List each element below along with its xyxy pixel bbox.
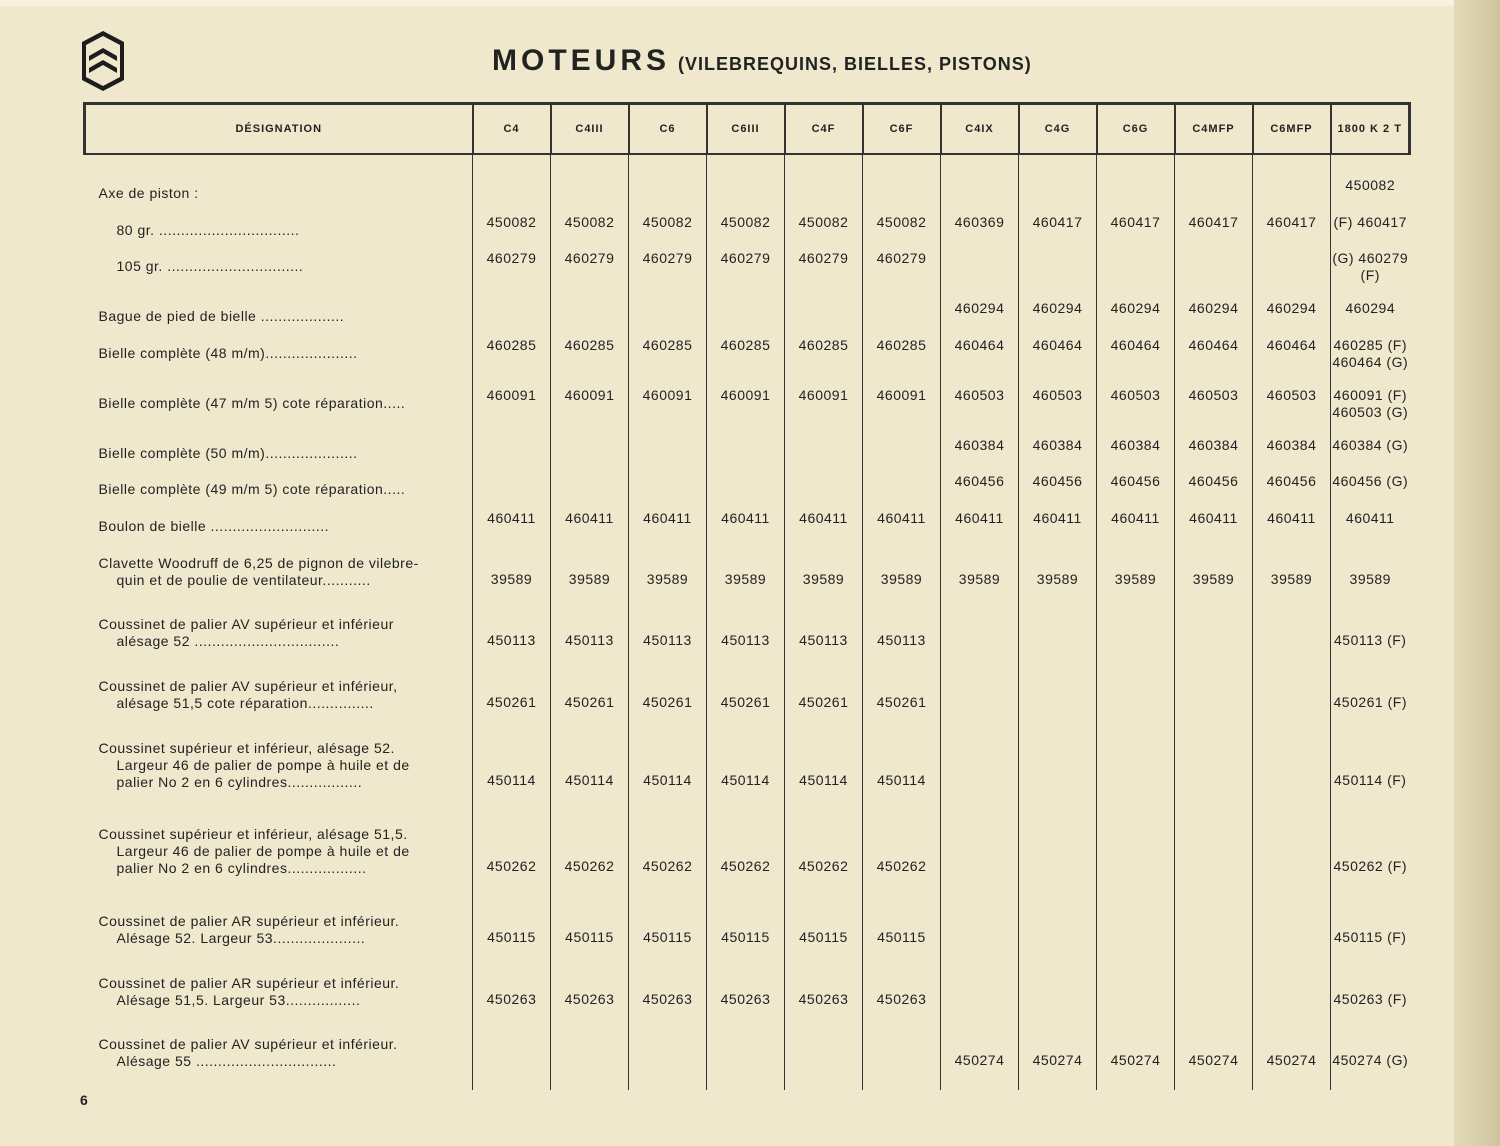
table-row: [85, 608, 1410, 670]
column-header-model: C4MFP: [1175, 104, 1253, 155]
designation-cell: [85, 608, 473, 670]
part-number-cell: [1097, 905, 1175, 967]
designation-cell: [85, 437, 473, 474]
column-header-model: C4G: [1019, 104, 1097, 155]
designation-cell: [85, 337, 473, 387]
part-number-cell: [1019, 608, 1097, 670]
page-number: 6: [80, 1092, 88, 1108]
part-number-cell: 460384: [1097, 437, 1175, 474]
part-number-cell: 450261 (F): [1331, 670, 1410, 732]
column-header-model: C4III: [551, 104, 629, 155]
part-number-cell: 450263: [551, 967, 629, 1029]
part-number-cell: 450082: [785, 214, 863, 251]
part-number-cell: [473, 300, 551, 337]
part-number-cell: 460503: [1175, 387, 1253, 437]
part-number-cell: 460279: [473, 250, 551, 300]
designation-line: alésage 52 .................................: [116, 633, 340, 650]
part-number-cell: [1175, 250, 1253, 300]
designation-line: quin et de poulie de ventilateur...........: [116, 571, 371, 588]
part-number-cell: 460384: [941, 437, 1019, 474]
part-number-cell: 450115: [785, 905, 863, 967]
part-number-cell: 460411: [1097, 510, 1175, 547]
part-number-cell: 460091: [473, 387, 551, 437]
part-number-cell: 460384: [1253, 437, 1331, 474]
part-number-cell: 460285: [785, 337, 863, 387]
part-number-cell: [1019, 177, 1097, 214]
part-number-cell: [551, 177, 629, 214]
part-number-cell: [1253, 905, 1331, 967]
part-number-cell: [1175, 670, 1253, 732]
part-number-cell: [551, 437, 629, 474]
designation-line: 80 gr. ................................: [116, 221, 300, 238]
designation-cell: [85, 818, 473, 905]
designation-line: Bague de pied de bielle ...................: [98, 308, 345, 325]
part-number-cell: [941, 818, 1019, 905]
designation-line: Bielle complète (50 m/m).....................: [98, 444, 358, 461]
part-number-cell: [1097, 732, 1175, 819]
designation-line: Alésage 55 ................................: [116, 1053, 337, 1070]
part-number-cell: 450261: [473, 670, 551, 732]
table-row: [85, 967, 1410, 1029]
part-number-cell: [785, 300, 863, 337]
designation-cell: [85, 177, 473, 214]
part-number-cell: 450274: [1097, 1028, 1175, 1090]
title-subtitle: (VILEBREQUINS, BIELLES, PISTONS): [678, 54, 1032, 74]
part-number-cell: [473, 437, 551, 474]
part-number-cell: 450262: [473, 818, 551, 905]
part-number-cell: 460464: [1253, 337, 1331, 387]
part-number-cell: 39589: [551, 547, 629, 609]
part-number-cell: 460091: [629, 387, 707, 437]
part-number-cell: [551, 300, 629, 337]
part-number-cell: 450082: [707, 214, 785, 251]
designation-cell: [85, 250, 473, 300]
designation-cell: [85, 547, 473, 609]
part-number-cell: 460091: [785, 387, 863, 437]
column-header-model: C6III: [707, 104, 785, 155]
part-number-cell: 460294: [941, 300, 1019, 337]
part-number-cell: [941, 732, 1019, 819]
part-number-cell: [785, 437, 863, 474]
designation-line: palier No 2 en 6 cylindres..................: [116, 860, 367, 877]
table-row: [85, 905, 1410, 967]
designation-line: Coussinet de palier AV supérieur et inférieur: [98, 616, 394, 633]
designation-line: palier No 2 en 6 cylindres.................: [116, 773, 363, 790]
part-number-cell: 460279: [707, 250, 785, 300]
part-number-cell: 460417: [1019, 214, 1097, 251]
designation-cell: [85, 300, 473, 337]
part-number-cell: 460503: [941, 387, 1019, 437]
part-number-cell: [863, 300, 941, 337]
designation-line: Alésage 52. Largeur 53.....................: [116, 929, 366, 946]
part-number-cell: 460411: [941, 510, 1019, 547]
part-number-cell: 450113: [707, 608, 785, 670]
part-number-cell: [1097, 670, 1175, 732]
table-row: [85, 510, 1410, 547]
part-number-cell: 450115: [551, 905, 629, 967]
paper-binding-edge: [1454, 0, 1500, 1146]
table-row: [85, 437, 1410, 474]
part-number-cell: 460279: [863, 250, 941, 300]
part-number-cell: [863, 1028, 941, 1090]
part-number-cell: [1253, 177, 1331, 214]
column-header-model: C6: [629, 104, 707, 155]
part-number-cell: 450115: [863, 905, 941, 967]
part-number-cell: 450114: [551, 732, 629, 819]
table-row: [85, 547, 1410, 609]
part-number-cell: [707, 1028, 785, 1090]
part-number-cell: 460456: [1175, 473, 1253, 510]
part-number-cell: [1253, 608, 1331, 670]
part-number-cell: [1175, 177, 1253, 214]
table-row: [85, 732, 1410, 819]
part-number-cell: [551, 473, 629, 510]
part-number-cell: (G) 460279 (F): [1331, 250, 1410, 300]
part-number-cell: 450114: [863, 732, 941, 819]
part-number-cell: 460384 (G): [1331, 437, 1410, 474]
designation-line: Alésage 51,5. Largeur 53.................: [116, 991, 361, 1008]
part-number-cell: [1253, 250, 1331, 300]
designation-line: Coussinet de palier AV supérieur et inférieur.: [98, 1036, 398, 1053]
part-number-cell: 460411: [629, 510, 707, 547]
table-row: [85, 387, 1410, 437]
part-number-cell: 450113: [551, 608, 629, 670]
part-number-cell: [1175, 818, 1253, 905]
part-number-cell: 460411: [785, 510, 863, 547]
part-number-cell: 460456: [941, 473, 1019, 510]
part-number-cell: (F) 460417: [1331, 214, 1410, 251]
part-number-cell: 450261: [551, 670, 629, 732]
designation-cell: [85, 214, 473, 251]
part-number-cell: [1253, 732, 1331, 819]
column-header-model: C6F: [863, 104, 941, 155]
part-number-cell: 460384: [1175, 437, 1253, 474]
column-header-model: C6MFP: [1253, 104, 1331, 155]
column-header-model: 1800 K 2 T: [1331, 104, 1410, 155]
part-number-cell: 450262: [551, 818, 629, 905]
part-number-cell: 450114: [785, 732, 863, 819]
designation-cell: [85, 387, 473, 437]
part-number-cell: 450114: [473, 732, 551, 819]
part-number-cell: 460279: [785, 250, 863, 300]
part-number-cell: 460294: [1253, 300, 1331, 337]
table-row: [85, 300, 1410, 337]
part-number-cell: 460464: [1097, 337, 1175, 387]
part-number-cell: 460464: [941, 337, 1019, 387]
part-number-cell: 460279: [551, 250, 629, 300]
part-number-cell: 460294: [1019, 300, 1097, 337]
table-row: [85, 473, 1410, 510]
paper-top-edge: [0, 0, 1500, 6]
designation-line: Coussinet de palier AR supérieur et inférieur.: [98, 912, 400, 929]
part-number-cell: 460456: [1097, 473, 1175, 510]
part-number-cell: [1175, 905, 1253, 967]
designation-line: Bielle complète (48 m/m).....................: [98, 344, 358, 361]
designation-line: Clavette Woodruff de 6,25 de pignon de vilebre-: [98, 554, 419, 571]
part-number-cell: [1019, 967, 1097, 1029]
part-number-cell: [473, 473, 551, 510]
part-number-cell: 460384: [1019, 437, 1097, 474]
part-number-cell: 450263: [863, 967, 941, 1029]
part-number-cell: [1253, 670, 1331, 732]
part-number-cell: 460091: [707, 387, 785, 437]
part-number-cell: [707, 473, 785, 510]
part-number-cell: 450113: [785, 608, 863, 670]
part-number-cell: [707, 300, 785, 337]
citroen-double-chevron-logo-icon: [80, 30, 126, 92]
part-number-cell: 450082: [551, 214, 629, 251]
part-number-cell: 460456: [1253, 473, 1331, 510]
part-number-cell: 450113: [473, 608, 551, 670]
part-number-cell: 450082: [1331, 177, 1410, 214]
part-number-cell: 450274: [1019, 1028, 1097, 1090]
part-number-cell: 460417: [1097, 214, 1175, 251]
designation-line: Bielle complète (49 m/m 5) cote réparation.....: [98, 481, 406, 498]
part-number-cell: 460464: [1019, 337, 1097, 387]
part-number-cell: 39589: [707, 547, 785, 609]
part-number-cell: [707, 437, 785, 474]
designation-line: Bielle complète (47 m/m 5) cote réparation.....: [98, 394, 406, 411]
part-number-cell: [629, 473, 707, 510]
part-number-cell: [1019, 905, 1097, 967]
part-number-cell: 460411: [473, 510, 551, 547]
part-number-cell: 460285 (F) 460464 (G): [1331, 337, 1410, 387]
part-number-cell: [785, 1028, 863, 1090]
part-number-cell: 450082: [629, 214, 707, 251]
part-number-cell: [941, 905, 1019, 967]
part-number-cell: 460411: [707, 510, 785, 547]
table-top-gap: [85, 154, 1410, 177]
table-row: [85, 818, 1410, 905]
table-row: [85, 250, 1410, 300]
part-number-cell: 39589: [1253, 547, 1331, 609]
part-number-cell: 450082: [473, 214, 551, 251]
part-number-cell: 450262 (F): [1331, 818, 1410, 905]
part-number-cell: 450262: [707, 818, 785, 905]
part-number-cell: [1097, 967, 1175, 1029]
part-number-cell: [1019, 732, 1097, 819]
part-number-cell: 450114 (F): [1331, 732, 1410, 819]
part-number-cell: 460279: [629, 250, 707, 300]
part-number-cell: 450113: [863, 608, 941, 670]
part-number-cell: [1175, 608, 1253, 670]
designation-line: alésage 51,5 cote réparation...............: [116, 695, 374, 712]
part-number-cell: 460285: [629, 337, 707, 387]
part-number-cell: 450115: [473, 905, 551, 967]
part-number-cell: 460285: [863, 337, 941, 387]
part-number-cell: [629, 177, 707, 214]
part-number-cell: [1019, 250, 1097, 300]
part-number-cell: 450082: [863, 214, 941, 251]
part-number-cell: [1253, 967, 1331, 1029]
part-number-cell: 460091 (F) 460503 (G): [1331, 387, 1410, 437]
part-number-cell: 460294: [1331, 300, 1410, 337]
part-number-cell: [629, 437, 707, 474]
designation-line: Coussinet de palier AR supérieur et inférieur.: [98, 974, 400, 991]
part-number-cell: 460417: [1175, 214, 1253, 251]
column-header-designation: DÉSIGNATION: [85, 104, 473, 155]
column-header-model: C4F: [785, 104, 863, 155]
part-number-cell: 450114: [707, 732, 785, 819]
title-main: MOTEURS: [492, 44, 670, 77]
part-number-cell: [1097, 250, 1175, 300]
designation-cell: [85, 510, 473, 547]
table-row: [85, 177, 1410, 214]
part-number-cell: 39589: [1019, 547, 1097, 609]
part-number-cell: 450262: [629, 818, 707, 905]
part-number-cell: 460369: [941, 214, 1019, 251]
part-number-cell: [1097, 177, 1175, 214]
column-header-model: C4IX: [941, 104, 1019, 155]
part-number-cell: [941, 608, 1019, 670]
parts-table: [83, 102, 1411, 1090]
part-number-cell: 460464: [1175, 337, 1253, 387]
part-number-cell: 450115: [629, 905, 707, 967]
part-number-cell: [707, 177, 785, 214]
table-header-row: [85, 104, 1410, 155]
part-number-cell: [863, 177, 941, 214]
part-number-cell: 39589: [863, 547, 941, 609]
part-number-cell: 39589: [1331, 547, 1410, 609]
part-number-cell: 460091: [863, 387, 941, 437]
part-number-cell: 450263: [629, 967, 707, 1029]
table-row: [85, 214, 1410, 251]
part-number-cell: [1019, 670, 1097, 732]
part-number-cell: 460294: [1097, 300, 1175, 337]
part-number-cell: 460503: [1097, 387, 1175, 437]
table-row: [85, 670, 1410, 732]
part-number-cell: [941, 967, 1019, 1029]
part-number-cell: [551, 1028, 629, 1090]
column-header-model: C6G: [1097, 104, 1175, 155]
part-number-cell: 450274: [1253, 1028, 1331, 1090]
part-number-cell: [863, 473, 941, 510]
part-number-cell: 460285: [473, 337, 551, 387]
part-number-cell: 450261: [629, 670, 707, 732]
part-number-cell: 460294: [1175, 300, 1253, 337]
part-number-cell: 460503: [1253, 387, 1331, 437]
designation-line: 105 gr. ...............................: [116, 258, 304, 275]
part-number-cell: [863, 437, 941, 474]
designation-cell: [85, 905, 473, 967]
designation-cell: [85, 967, 473, 1029]
part-number-cell: [1097, 608, 1175, 670]
part-number-cell: 450263 (F): [1331, 967, 1410, 1029]
part-number-cell: 460411: [863, 510, 941, 547]
part-number-cell: 450261: [863, 670, 941, 732]
part-number-cell: 450261: [785, 670, 863, 732]
designation-cell: [85, 732, 473, 819]
designation-line: Coussinet de palier AV supérieur et inférieur,: [98, 678, 398, 695]
part-number-cell: 450115: [707, 905, 785, 967]
part-number-cell: 460503: [1019, 387, 1097, 437]
designation-line: Boulon de bielle ...........................: [98, 518, 330, 535]
part-number-cell: [1175, 967, 1253, 1029]
part-number-cell: 450263: [473, 967, 551, 1029]
part-number-cell: 39589: [473, 547, 551, 609]
part-number-cell: 39589: [1175, 547, 1253, 609]
part-number-cell: 450263: [785, 967, 863, 1029]
part-number-cell: [1175, 732, 1253, 819]
part-number-cell: 450261: [707, 670, 785, 732]
part-number-cell: 450263: [707, 967, 785, 1029]
part-number-cell: [941, 670, 1019, 732]
part-number-cell: [473, 1028, 551, 1090]
part-number-cell: 460411: [1019, 510, 1097, 547]
table-row: [85, 1028, 1410, 1090]
part-number-cell: 460456 (G): [1331, 473, 1410, 510]
part-number-cell: 460411: [551, 510, 629, 547]
part-number-cell: 460091: [551, 387, 629, 437]
part-number-cell: [941, 250, 1019, 300]
part-number-cell: [1097, 818, 1175, 905]
part-number-cell: 450274 (G): [1331, 1028, 1410, 1090]
part-number-cell: 450114: [629, 732, 707, 819]
part-number-cell: 450262: [785, 818, 863, 905]
part-number-cell: 450274: [941, 1028, 1019, 1090]
table-row: [85, 337, 1410, 387]
part-number-cell: 450113: [629, 608, 707, 670]
designation-cell: [85, 473, 473, 510]
part-number-cell: 450115 (F): [1331, 905, 1410, 967]
designation-line: Axe de piston :: [98, 185, 199, 201]
part-number-cell: [785, 177, 863, 214]
part-number-cell: 460411: [1253, 510, 1331, 547]
part-number-cell: 450262: [863, 818, 941, 905]
designation-line: Largeur 46 de palier de pompe à huile et de: [116, 843, 410, 860]
part-number-cell: [785, 473, 863, 510]
part-number-cell: [629, 1028, 707, 1090]
part-number-cell: [629, 300, 707, 337]
part-number-cell: 39589: [785, 547, 863, 609]
page-title: [492, 44, 1032, 78]
designation-cell: [85, 1028, 473, 1090]
part-number-cell: [1253, 818, 1331, 905]
part-number-cell: 39589: [629, 547, 707, 609]
part-number-cell: 460285: [707, 337, 785, 387]
part-number-cell: 450113 (F): [1331, 608, 1410, 670]
part-number-cell: 450274: [1175, 1028, 1253, 1090]
part-number-cell: 460417: [1253, 214, 1331, 251]
part-number-cell: [1019, 818, 1097, 905]
designation-line: Largeur 46 de palier de pompe à huile et de: [116, 756, 410, 773]
part-number-cell: [941, 177, 1019, 214]
column-header-model: C4: [473, 104, 551, 155]
part-number-cell: 460456: [1019, 473, 1097, 510]
designation-line: Coussinet supérieur et inférieur, alésage 51,5.: [98, 826, 408, 843]
table-body: [85, 154, 1410, 1090]
part-number-cell: 460411: [1175, 510, 1253, 547]
part-number-cell: 460285: [551, 337, 629, 387]
designation-cell: [85, 670, 473, 732]
designation-line: Coussinet supérieur et inférieur, alésage 52.: [98, 739, 395, 756]
part-number-cell: 39589: [941, 547, 1019, 609]
part-number-cell: 39589: [1097, 547, 1175, 609]
part-number-cell: [473, 177, 551, 214]
part-number-cell: 460411: [1331, 510, 1410, 547]
